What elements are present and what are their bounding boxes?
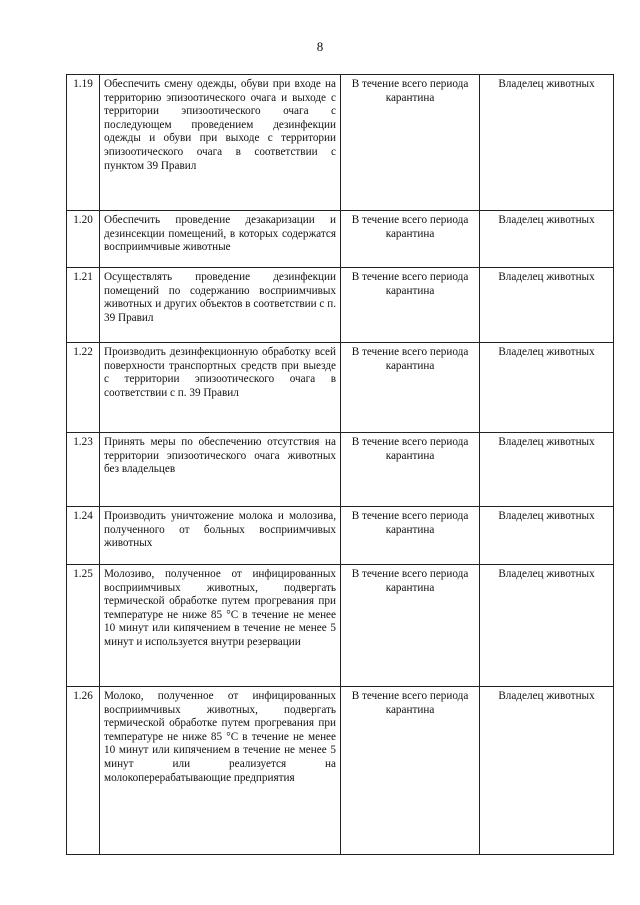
measure-term: В течение всего периода карантина (341, 268, 480, 343)
table-row (67, 343, 614, 433)
measure-term: В течение всего периода карантина (341, 211, 480, 268)
row-number: 1.21 (67, 268, 100, 343)
row-number: 1.20 (67, 211, 100, 268)
row-number: 1.19 (67, 75, 100, 211)
row-number: 1.26 (67, 687, 100, 855)
table-row (67, 268, 614, 343)
measure-term: В течение всего периода карантина (341, 433, 480, 507)
page-number: 8 (316, 39, 324, 54)
table-row (67, 687, 614, 855)
table-row (67, 433, 614, 507)
row-number: 1.25 (67, 565, 100, 687)
row-number: 1.23 (67, 433, 100, 507)
table-row (67, 565, 614, 687)
measure-text: Обеспечить проведение дезакаризации и дезинсекции помещений, в которых содержатся восприимчивые животные (100, 211, 341, 268)
measure-text: Принять меры по обеспечению отсутствия на территории эпизоотического очага животных без владельцев (100, 433, 341, 507)
measure-term: В течение всего периода карантина (341, 343, 480, 433)
measure-responsible: Владелец животных (480, 343, 614, 433)
measure-term: В течение всего периода карантина (341, 507, 480, 565)
measure-responsible: Владелец животных (480, 211, 614, 268)
row-number: 1.22 (67, 343, 100, 433)
measure-text: Молоко, полученное от инфицированных восприимчивых животных, подвергать термической обработке путем прогревания при температуре не ниже 85 °С в течение не менее 10 минут или кипячением в течение не менее 5 минут или реализуется на молокоперерабатывающие предприятия (100, 687, 341, 855)
measure-text: Производить уничтожение молока и молозива, полученного от больных восприимчивых животных (100, 507, 341, 565)
measure-responsible: Владелец животных (480, 433, 614, 507)
measure-responsible: Владелец животных (480, 268, 614, 343)
table-row (67, 211, 614, 268)
measure-responsible: Владелец животных (480, 507, 614, 565)
measure-responsible: Владелец животных (480, 75, 614, 211)
measure-responsible: Владелец животных (480, 687, 614, 855)
measure-term: В течение всего периода карантина (341, 75, 480, 211)
table-row (67, 507, 614, 565)
measure-text: Осуществлять проведение дезинфекции помещений по содержанию восприимчивых животных и других объектов в соответствии с п. 39 Правил (100, 268, 341, 343)
measure-term: В течение всего периода карантина (341, 687, 480, 855)
measure-text: Обеспечить смену одежды, обуви при входе на территорию эпизоотического очага и выходе с территории эпизоотического очага с последующем проведением дезинфекции одежды и обуви при выходе с территории эпизоотического очага в соответствии с пунктом 39 Правил (100, 75, 341, 211)
measure-text: Производить дезинфекционную обработку всей поверхности транспортных средств при выезде с территории эпизоотического очага в соответствии с п. 39 Правил (100, 343, 341, 433)
measure-term: В течение всего периода карантина (341, 565, 480, 687)
table-row (67, 75, 614, 211)
measure-text: Молозиво, полученное от инфицированных восприимчивых животных, подвергать термической обработке путем прогревания при температуре не ниже 85 °С в течение не менее 10 минут или кипячением в течение не менее 5 минут и используется внутри резервации (100, 565, 341, 687)
measure-responsible: Владелец животных (480, 565, 614, 687)
measures-table (66, 74, 614, 855)
row-number: 1.24 (67, 507, 100, 565)
